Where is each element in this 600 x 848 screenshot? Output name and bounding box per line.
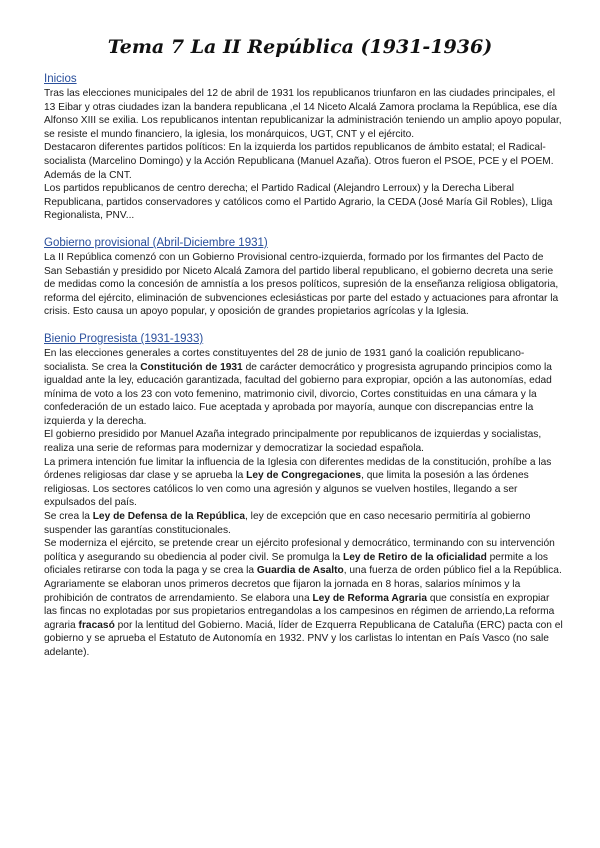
paragraph: [44, 428, 564, 455]
paragraph: [44, 347, 564, 429]
bold-term: Ley de Congregaciones: [246, 470, 362, 482]
text-run: Se crea la: [44, 511, 93, 523]
text-run: Agrariamente se elaboran unos primeros decretos que fijaron la jornada en 8 horas, salarios mínimos y la prohibición de contratos de arrendamiento. Se elabora una: [44, 579, 521, 604]
paragraph: [44, 578, 564, 660]
paragraph: [44, 537, 564, 578]
section-gobierno-provisional: [44, 236, 564, 319]
bold-term: fracasó: [78, 619, 115, 631]
text-run: Tras las elecciones municipales del 12 de abril de 1931 los republicanos triunfaron en las ciudades principales, el 13 Eibar y otras ciudades izan la bandera republicana ,el 14 Niceto Alcalá Zamora proclama la República, ese día Alfonso XIII se exilia. Los republicanos intentan republicanizar la administración teniendo un amplio apoyo popular, se resiste el mundo financiero, la iglesia, los monárquicos, UGT, CNT y el ejército.: [44, 88, 562, 140]
text-run: permite a los oficiales retirarse con toda la paga y se crea la: [44, 551, 548, 577]
bold-term: Guardia de Asalto: [256, 565, 344, 577]
text-run: , una fuerza de orden público fiel a la República.: [343, 565, 562, 577]
section-inicios: [44, 72, 564, 223]
text-run: La II República comenzó con un Gobierno Provisional centro-izquierda, formado por los firmantes del Pacto de San Sebastián y presidido por Niceto Alcalá Zamora del partido liberal republicano, el gobierno decreta una serie de medidas como la concesión de amnistía a los presos políticos, supresión de la enseñanza religiosa obligatoria, reforma del ejército, eliminación de subvenciones eclesiásticas por parte del estado y actuaciones para afrontar la crisis. Esto causa un apoyo popular, y oposición de grandes propietarios agrícolas y la Iglesia.: [44, 251, 559, 318]
paragraph: [44, 182, 564, 223]
text-run: de carácter democrático y progresista agrupando principios como la igualdad ante la ley, educación garantizada, facultad del gobierno para expropiar, opción a las autonomías, edad mínima de voto a los 23 con voto femenino, matrimonio civil, divorcio, Cortes constituidas en una cámara y la confederación de un estado laico. Fue aceptada y aprobada por mayoría, aunque con discrepancias entre la izquierda y la derecha.: [44, 361, 552, 427]
document-body: [44, 72, 564, 673]
paragraph: [44, 510, 564, 537]
section-bienio-progresista: [44, 332, 564, 660]
bold-term: Ley de Reforma Agraria: [312, 592, 428, 604]
paragraph: [44, 251, 564, 319]
text-run: , que limita la posesión a las órdenes religiosas. Los sectores católicos lo ven como una agresión y algunos se vuelven hostiles, llegando a ser expulsados del país.: [44, 470, 529, 509]
section-heading: Bienio Progresista (1931-1933): [44, 332, 204, 345]
text-run: En las elecciones generales a cortes constituyentes del 28 de junio de 1931 ganó la coalición republicano-socialista. Se crea la: [44, 347, 525, 373]
bold-term: Ley de Defensa de la República: [92, 511, 246, 523]
section-heading: Gobierno provisional (Abril-Diciembre 1931): [44, 236, 268, 249]
text-run: por la lentitud del Gobierno. Maciá, líder de Ezquerra Republicana de Cataluña (ERC) pacta con el gobierno y se aprueba el Estatuto de Autonomía en 1932. PNV y los carlistas lo intentan en País Vasco (no sale adelante).: [44, 619, 563, 658]
bold-term: Constitución de 1931: [140, 361, 243, 373]
text-run: El gobierno presidido por Manuel Azaña integrado principalmente por republicanos de izquierdas y socialistas, realiza una serie de reformas para modernizar y democratizar la sociedad española.: [44, 429, 542, 455]
bold-term: Ley de Retiro de la oficialidad: [343, 551, 487, 563]
text-run: que consistía en expropiar las fincas no explotadas por sus propietarios entregandolas a los campesinos en régimen de arriendo,La reforma agraria: [44, 592, 555, 631]
paragraph: [44, 141, 564, 182]
paragraph: [44, 456, 564, 510]
text-run: Destacaron diferentes partidos políticos: En la izquierda los partidos republicanos de ámbito estatal; el Radical-socialista (Marcelino Domingo) y la Acción Republicana (Manuel Azaña). Otros fueron el PSOE, PCE y el POEM. Además de la CNT.: [44, 142, 554, 181]
text-run: La primera intención fue limitar la influencia de la Iglesia con diferentes medidas de la constitución, prohíbe a las órdenes religiosas dar clase y se aprueba la: [44, 456, 552, 482]
text-run: Los partidos republicanos de centro derecha; el Partido Radical (Alejandro Lerroux) y la Derecha Liberal Republicana, partidos conservadores y católicos como el Partido Agrario, la CEDA (José María Gil Robles), Lliga Regionalista, PNV...: [44, 183, 553, 222]
section-heading: Inicios: [44, 73, 77, 85]
text-run: Se moderniza el ejército, se pretende crear un ejército profesional y democrático, terminando con su intervención política y asegurando su obediencia al poder civil. Se promulga la: [44, 538, 555, 563]
paragraph: [44, 87, 564, 141]
page-title: Tema 7 La II República (1931-1936): [107, 36, 493, 58]
text-run: , ley de excepción que en caso necesario permitiría al gobierno suspender las garantías constitucionales.: [44, 511, 531, 536]
